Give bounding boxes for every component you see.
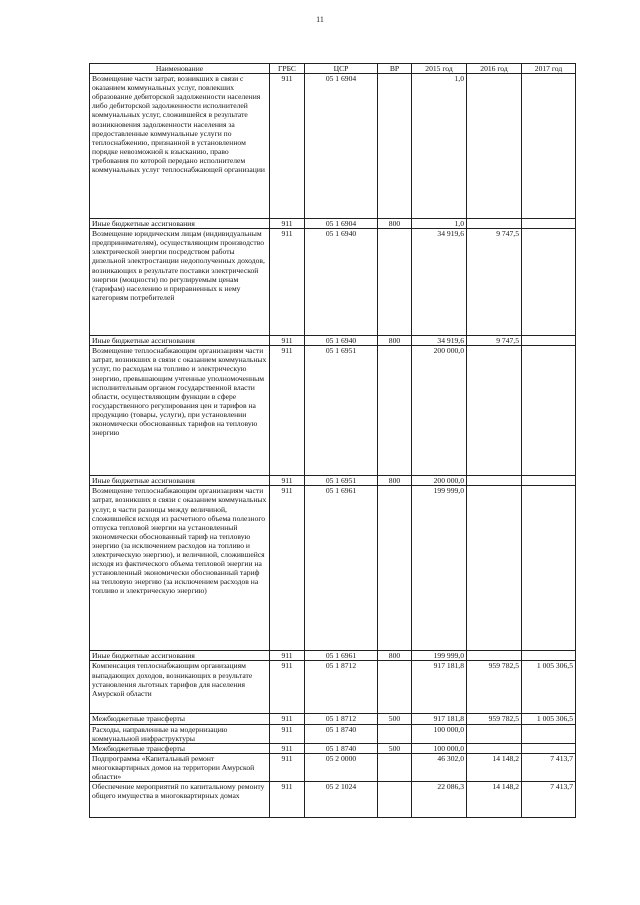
header-2017: 2017 год	[522, 64, 576, 74]
cell-y2015: 917 181,8	[412, 661, 467, 714]
table-row	[90, 782, 576, 818]
cell-y2017: 1 005 306,5	[522, 661, 576, 714]
cell-y2016	[467, 724, 522, 743]
table-row	[90, 753, 576, 781]
cell-vr	[378, 724, 412, 743]
cell-y2015: 46 302,0	[412, 753, 467, 781]
cell-grbs: 911	[270, 714, 305, 724]
table-row	[90, 486, 576, 651]
cell-name: Расходы, направленные на модернизацию коммунальной инфраструктуры	[90, 724, 270, 743]
cell-vr: 800	[378, 476, 412, 486]
header-name: Наименование	[90, 64, 270, 74]
cell-csr: 05 1 6940	[305, 336, 378, 346]
cell-csr: 05 1 6951	[305, 346, 378, 476]
cell-y2016	[467, 346, 522, 476]
cell-csr: 05 1 6904	[305, 219, 378, 229]
cell-y2016: 9 747,5	[467, 336, 522, 346]
cell-name: Обеспечение мероприятий по капитальному ремонту общего имущества в многоквартирных домах	[90, 782, 270, 818]
cell-name: Возмещение части затрат, возникших в связи с оказанием коммунальных услуг, повлекших образование дебиторской задолженности населения либо дебиторской задолженности исполнителей коммунальных услуг, сложившейся в результате возникновения задолженности населения за предоставленные коммунальные услуги по теплоснабжению, признанной в установленном порядке невозможной к взысканию, право требования по которой передано исполнителем коммунальных услуг теплоснабжающей организации	[90, 74, 270, 219]
cell-csr: 05 1 6940	[305, 229, 378, 336]
cell-grbs: 911	[270, 724, 305, 743]
cell-vr	[378, 782, 412, 818]
cell-y2015: 100 000,0	[412, 724, 467, 743]
table-row	[90, 724, 576, 743]
header-csr: ЦСР	[305, 64, 378, 74]
cell-csr: 05 1 6951	[305, 476, 378, 486]
cell-name: Межбюджетные трансферты	[90, 743, 270, 753]
cell-y2016: 9 747,5	[467, 229, 522, 336]
cell-grbs: 911	[270, 753, 305, 781]
cell-csr: 05 1 8740	[305, 743, 378, 753]
cell-csr: 05 1 8740	[305, 724, 378, 743]
cell-vr	[378, 661, 412, 714]
cell-csr: 05 1 8712	[305, 661, 378, 714]
cell-vr	[378, 346, 412, 476]
cell-y2016: 14 148,2	[467, 782, 522, 818]
cell-grbs: 911	[270, 782, 305, 818]
cell-csr: 05 1 6904	[305, 74, 378, 219]
cell-y2015: 1,0	[412, 74, 467, 219]
table-row	[90, 743, 576, 753]
cell-y2015: 199 999,0	[412, 486, 467, 651]
cell-vr: 500	[378, 714, 412, 724]
cell-grbs: 911	[270, 219, 305, 229]
cell-y2015: 200 000,0	[412, 346, 467, 476]
cell-grbs: 911	[270, 476, 305, 486]
cell-vr	[378, 74, 412, 219]
cell-y2017	[522, 336, 576, 346]
cell-name: Возмещение теплоснабжающим организациям части затрат, возникших в связи с оказанием коммунальных услуг, в части разницы между величиной, сложившейся исходя из расчетного объема полезного отпуска тепловой энергии на установленный экономически обоснованный тариф на тепловую энергию (за исключением расходов на топливо и электрическую энергию), и величиной, сложившейся исходя из фактического объема тепловой энергии на установленный экономически обоснованный тариф на тепловую энергию (за исключением расходов на топливо и электрическую энергию)	[90, 486, 270, 651]
cell-y2015: 34 919,6	[412, 336, 467, 346]
cell-y2016: 14 148,2	[467, 753, 522, 781]
cell-grbs: 911	[270, 229, 305, 336]
cell-y2017	[522, 346, 576, 476]
cell-y2015: 100 000,0	[412, 743, 467, 753]
cell-name: Возмещение юридическим лицам (индивидуальным предпринимателям), осуществляющим производство электрической энергии посредством работы дизельной электростанции недополученных доходов, возникающих в результате поставки электрической энергии (мощности) по регулируемым ценам (тарифам) населению и приравненных к нему категориям потребителей	[90, 229, 270, 336]
cell-csr: 05 1 6961	[305, 486, 378, 651]
header-2016: 2016 год	[467, 64, 522, 74]
cell-grbs: 911	[270, 346, 305, 476]
cell-vr: 800	[378, 651, 412, 661]
cell-y2017: 7 413,7	[522, 782, 576, 818]
cell-y2017	[522, 486, 576, 651]
table-row	[90, 74, 576, 219]
cell-csr: 05 1 6961	[305, 651, 378, 661]
header-grbs: ГРБС	[270, 64, 305, 74]
cell-name: Иные бюджетные ассигнования	[90, 336, 270, 346]
cell-grbs: 911	[270, 661, 305, 714]
cell-vr	[378, 486, 412, 651]
cell-y2015: 200 000,0	[412, 476, 467, 486]
cell-grbs: 911	[270, 74, 305, 219]
cell-grbs: 911	[270, 336, 305, 346]
cell-y2017	[522, 74, 576, 219]
cell-y2015: 917 181,8	[412, 714, 467, 724]
cell-name: Иные бюджетные ассигнования	[90, 476, 270, 486]
cell-y2016	[467, 476, 522, 486]
cell-vr: 800	[378, 336, 412, 346]
cell-name: Компенсация теплоснабжающим организациям выпадающих доходов, возникающих в результате установления льготных тарифов для населения Амурской области	[90, 661, 270, 714]
cell-y2016: 959 782,5	[467, 661, 522, 714]
cell-y2015: 22 086,3	[412, 782, 467, 818]
cell-name: Межбюджетные трансферты	[90, 714, 270, 724]
cell-y2017	[522, 219, 576, 229]
cell-grbs: 911	[270, 651, 305, 661]
cell-grbs: 911	[270, 743, 305, 753]
table-row	[90, 336, 576, 346]
cell-y2017	[522, 476, 576, 486]
table-row	[90, 346, 576, 476]
table-row	[90, 661, 576, 714]
cell-y2016	[467, 486, 522, 651]
cell-vr	[378, 753, 412, 781]
cell-y2017: 1 005 306,5	[522, 714, 576, 724]
table-row	[90, 714, 576, 724]
cell-y2015: 199 999,0	[412, 651, 467, 661]
cell-csr: 05 2 0000	[305, 753, 378, 781]
cell-y2016	[467, 743, 522, 753]
header-vr: ВР	[378, 64, 412, 74]
cell-name: Подпрограмма «Капитальный ремонт многоквартирных домов на территории Амурской области»	[90, 753, 270, 781]
cell-y2015: 1,0	[412, 219, 467, 229]
cell-y2016	[467, 219, 522, 229]
cell-grbs: 911	[270, 486, 305, 651]
cell-vr: 800	[378, 219, 412, 229]
table-row	[90, 229, 576, 336]
cell-vr	[378, 229, 412, 336]
cell-y2017	[522, 724, 576, 743]
cell-name: Иные бюджетные ассигнования	[90, 651, 270, 661]
cell-csr: 05 2 1024	[305, 782, 378, 818]
cell-name: Иные бюджетные ассигнования	[90, 219, 270, 229]
table-row	[90, 476, 576, 486]
cell-csr: 05 1 8712	[305, 714, 378, 724]
cell-y2016	[467, 651, 522, 661]
cell-y2016	[467, 74, 522, 219]
table-header-row	[90, 64, 576, 74]
header-2015: 2015 год	[412, 64, 467, 74]
cell-y2015: 34 919,6	[412, 229, 467, 336]
cell-y2017	[522, 229, 576, 336]
table-row	[90, 651, 576, 661]
cell-vr: 500	[378, 743, 412, 753]
table-row	[90, 219, 576, 229]
cell-y2017: 7 413,7	[522, 753, 576, 781]
cell-y2016: 959 782,5	[467, 714, 522, 724]
budget-table	[89, 63, 576, 818]
cell-y2017	[522, 651, 576, 661]
cell-name: Возмещение теплоснабжающим организациям части затрат, возникших в связи с оказанием коммунальных услуг, по расходам на топливо и электрическую энергию, превышающим учтенные уполномоченным исполнительным органом государственной власти области, осуществляющим функции в сфере государственного регулирования цен и тарифов на продукцию (товары, услуги), при установлении экономически обоснованных тарифов на тепловую энергию	[90, 346, 270, 476]
page-number: 11	[316, 15, 324, 24]
cell-y2017	[522, 743, 576, 753]
